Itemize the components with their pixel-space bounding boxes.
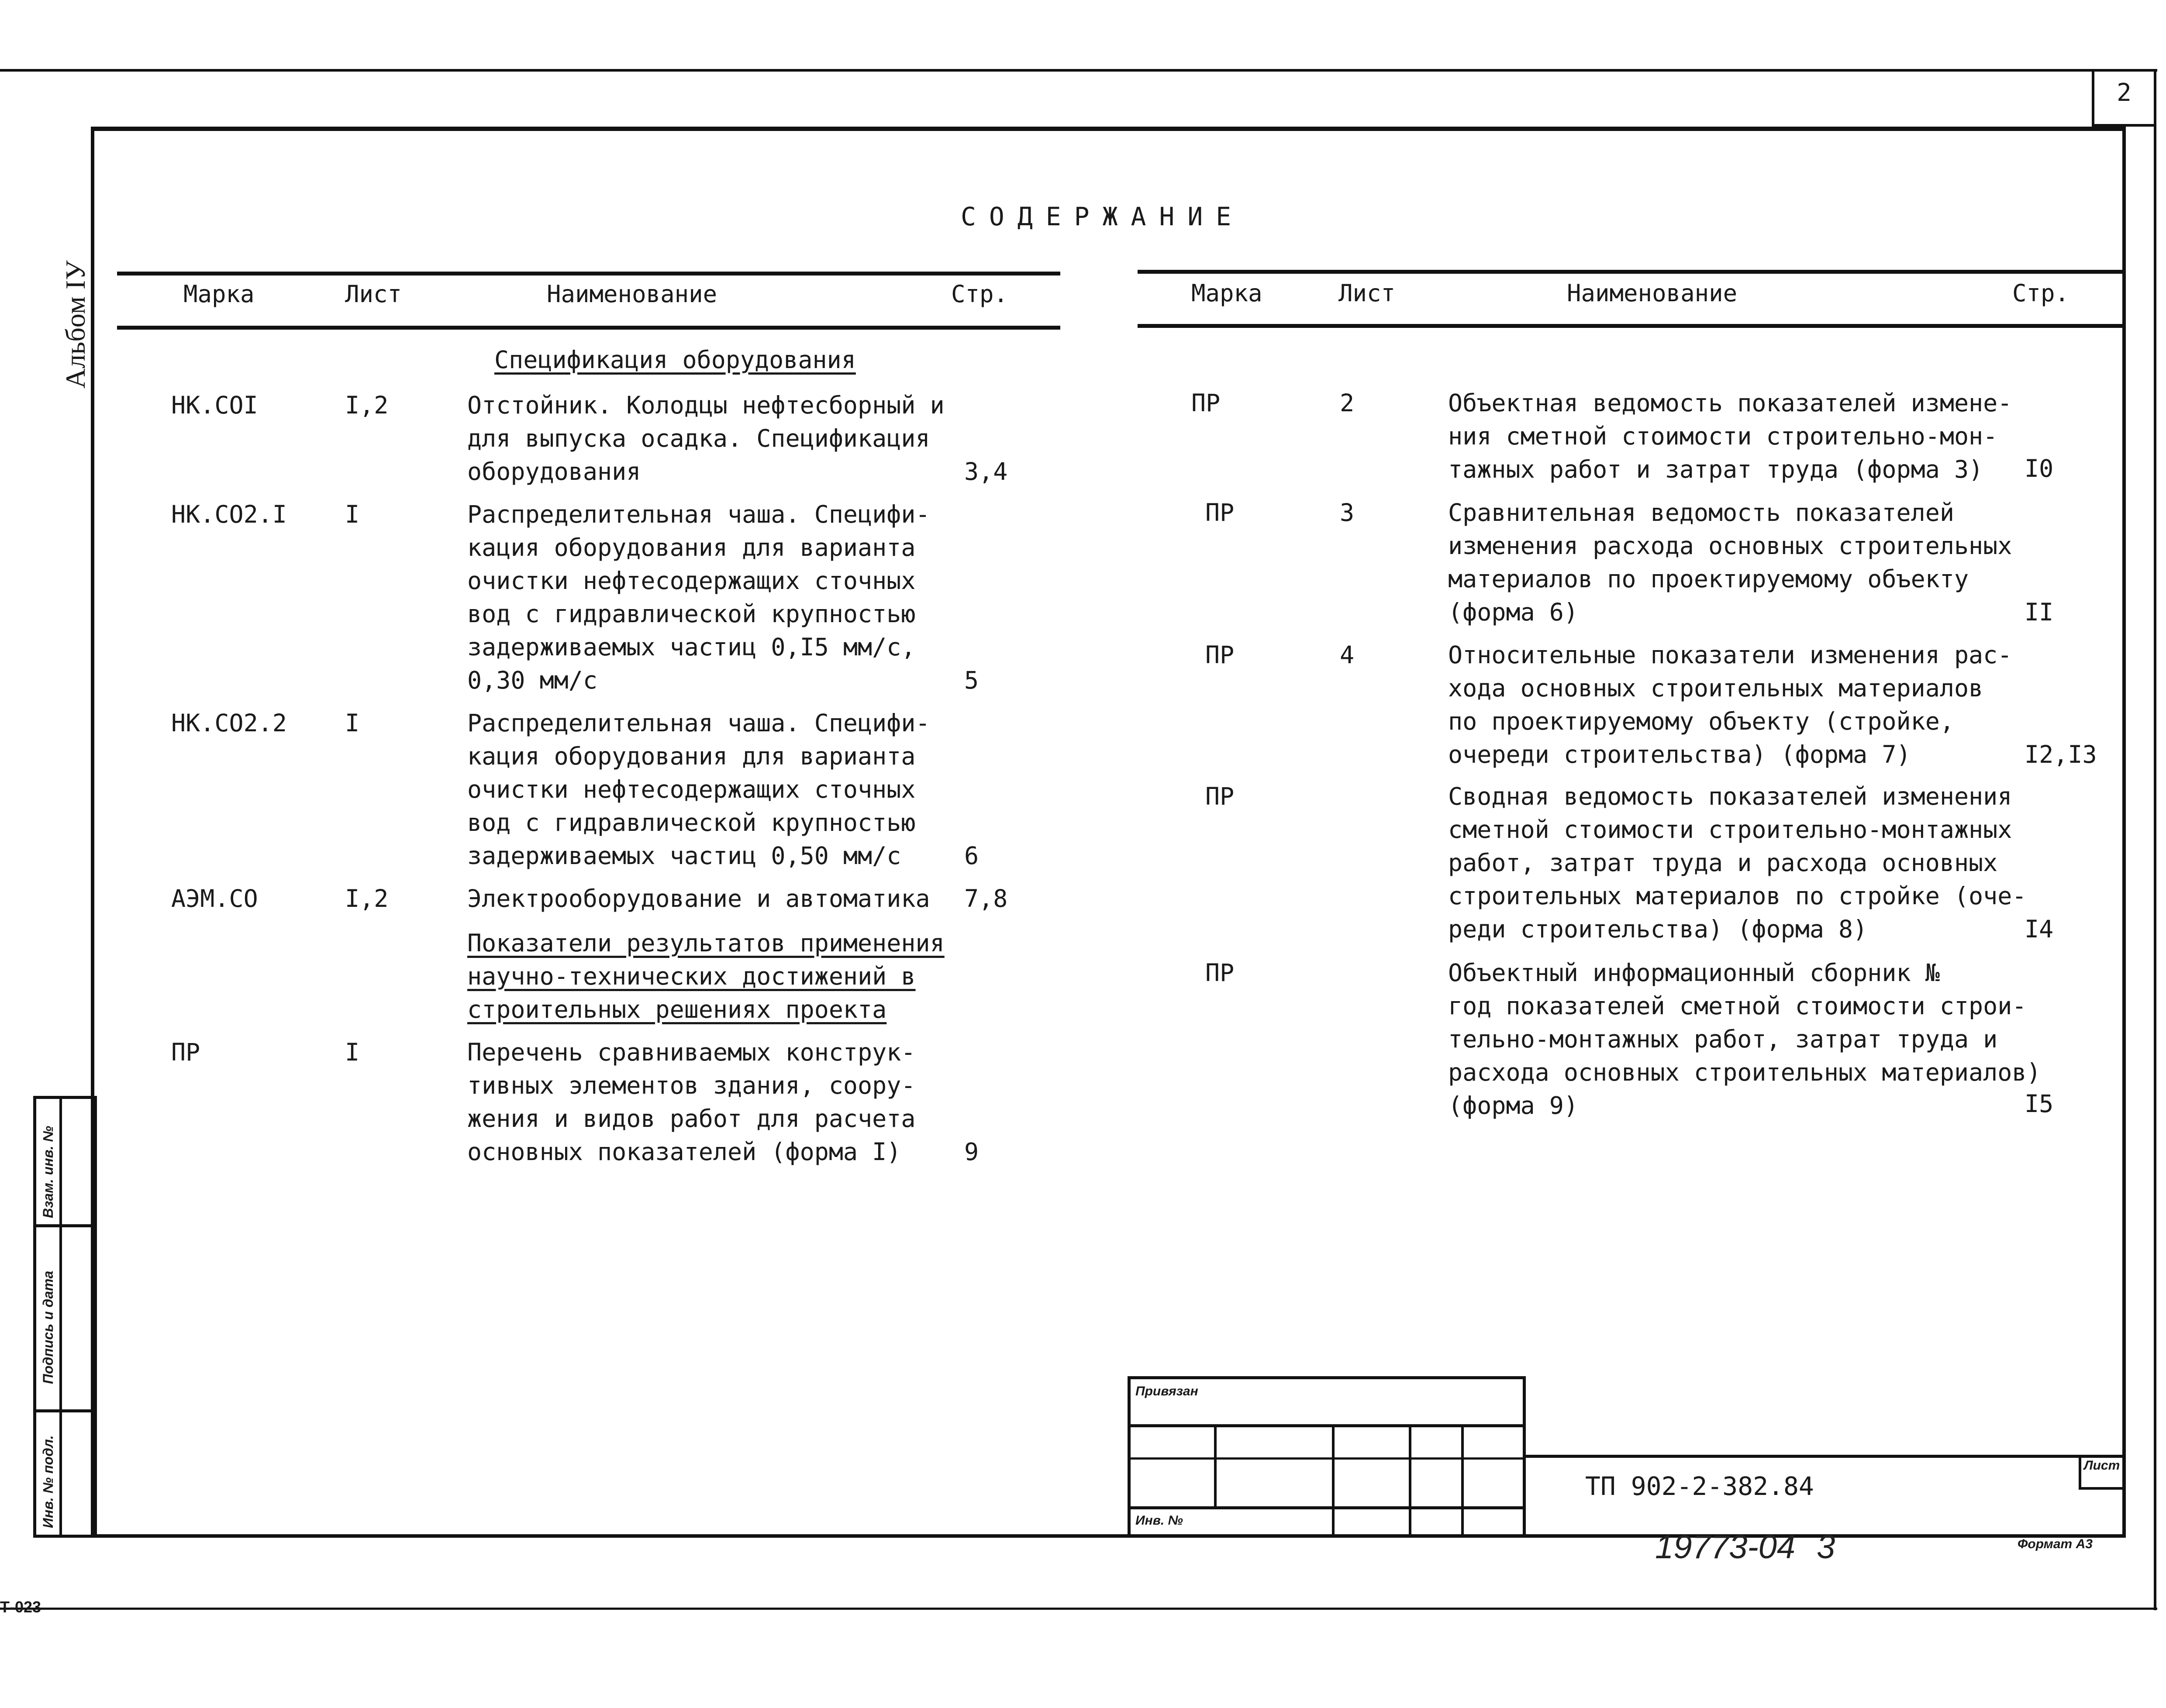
- left-header-sheet: Лист: [345, 280, 402, 308]
- name-line: ния сметной стоимости строительно-мон-: [1448, 422, 1998, 450]
- handwritten-number: 3: [1817, 1529, 1835, 1566]
- right-row-sheet: 3: [1340, 499, 1355, 527]
- name-line: задерживаемых частиц 0,I5 мм/с,: [467, 633, 916, 661]
- name-line: сметной стоимости строительно-монтажных: [1448, 816, 2012, 844]
- name-line: Относительные показатели изменения рас-: [1448, 641, 2012, 669]
- name-line: по проектируемому объекту (стройке,: [1448, 707, 1954, 735]
- left-row-page: 7,8: [964, 885, 1008, 913]
- right-row-page: II: [2025, 598, 2054, 626]
- page-title: СОДЕРЖАНИЕ: [961, 202, 1245, 231]
- stamp-col-line-3: [1409, 1424, 1411, 1538]
- left-row-mark: НК.СО2.I: [171, 500, 287, 528]
- left-row-sheet: I,2: [345, 885, 389, 913]
- left-row-mark: НК.СО2.2: [171, 709, 287, 737]
- name-line: год показателей сметной стоимости строи-: [1448, 992, 2027, 1020]
- name-line: Распределительная чаша. Специфи-: [467, 709, 930, 737]
- left-row-name: [467, 1036, 916, 1168]
- right-row-page: I0: [2025, 455, 2054, 482]
- format-label: Формат А3: [2018, 1537, 2093, 1551]
- name-line: Отстойник. Колодцы нефтесборный и: [467, 391, 945, 419]
- name-line: очистки нефтесодержащих сточных: [467, 775, 916, 803]
- left-row-mark: АЭМ.СО: [171, 885, 258, 913]
- section-line: строительных решениях проекта: [467, 995, 887, 1023]
- doc-code: ТП 902-2-382.84: [1585, 1471, 1814, 1501]
- name-line: 0,30 мм/с: [467, 666, 598, 694]
- name-line: задерживаемых частиц 0,50 мм/с: [467, 842, 901, 870]
- name-line: работ, затрат труда и расхода основных: [1448, 849, 1998, 877]
- attached-box: [1128, 1376, 1526, 1538]
- corner-code: Т-023: [0, 1598, 41, 1616]
- side-stamp-divider-h1: [33, 1224, 97, 1227]
- right-row-page: I5: [2025, 1090, 2054, 1118]
- left-row-name: [467, 882, 930, 915]
- left-row-name: [467, 389, 945, 488]
- section-line: научно-технических достижений в: [467, 962, 916, 990]
- name-line: материалов по проектируемому объекту: [1448, 565, 1969, 593]
- right-row-mark: ПР: [1205, 641, 1235, 669]
- right-row-page: I2,I3: [2025, 740, 2097, 768]
- top-border-line: [0, 69, 2157, 72]
- name-line: Объектная ведомость показателей измене-: [1448, 389, 2012, 417]
- name-line: (форма 6): [1448, 598, 1579, 626]
- handwritten-code: 19773-04: [1655, 1529, 1796, 1566]
- left-row-sheet: I: [345, 709, 360, 737]
- name-line: Сравнительная ведомость показателей: [1448, 499, 1954, 527]
- left-row-name: [467, 498, 930, 697]
- name-line: хода основных строительных материалов: [1448, 674, 1983, 702]
- left-row-page: 9: [964, 1138, 979, 1166]
- name-line: изменения расхода основных строительных: [1448, 532, 2012, 560]
- left-row-sheet: I: [345, 1038, 360, 1066]
- name-line: Перечень сравниваемых конструк-: [467, 1038, 916, 1066]
- name-line: тельно-монтажных работ, затрат труда и: [1448, 1025, 1998, 1053]
- right-header-top-rule: [1138, 270, 2122, 274]
- stamp-col-line-4: [1461, 1424, 1464, 1538]
- right-row-name: [1448, 496, 2012, 629]
- left-row-mark: НК.СОI: [171, 391, 258, 419]
- name-line: тажных работ и затрат труда (форма 3): [1448, 455, 1983, 483]
- left-header-mark: Марка: [183, 280, 255, 308]
- name-line: Объектный информационный сборник №: [1448, 959, 1940, 987]
- left-row-name: [467, 706, 930, 872]
- right-header-bottom-rule: [1138, 324, 2122, 328]
- right-row-mark: ПР: [1205, 959, 1235, 987]
- album-label: Альбом IУ: [60, 260, 91, 389]
- side-stamp-divider-h2: [33, 1409, 97, 1412]
- right-header-mark: Марка: [1191, 279, 1262, 307]
- left-header-top-rule: [117, 272, 1060, 275]
- left-header-bottom-rule: [117, 326, 1060, 330]
- name-line: (форма 9): [1448, 1092, 1579, 1119]
- name-line: очереди строительства) (форма 7): [1448, 740, 1911, 768]
- name-line: оборудования: [467, 458, 641, 486]
- left-header-page: Стр.: [951, 280, 1008, 308]
- stamp-row-line-2: [1128, 1457, 1526, 1460]
- name-line: расхода основных строительных материалов): [1448, 1058, 2041, 1086]
- right-row-sheet: 4: [1340, 641, 1355, 669]
- sheet-label: Лист: [2084, 1458, 2120, 1473]
- side-stamp-podpis: Подпись и дата: [40, 1271, 56, 1384]
- stamp-col-line-2: [1332, 1424, 1335, 1538]
- name-line: вод с гидравлической крупностью: [467, 600, 916, 628]
- right-row-sheet: 2: [1340, 389, 1355, 417]
- name-line: очистки нефтесодержащих сточных: [467, 567, 916, 595]
- left-row-sheet: I: [345, 500, 360, 528]
- right-header-sheet: Лист: [1338, 279, 1396, 307]
- name-line: реди строительства) (форма 8): [1448, 915, 1868, 943]
- left-row-mark: ПР: [171, 1038, 200, 1066]
- right-header-page: Стр.: [2012, 279, 2069, 307]
- name-line: жения и видов работ для расчета: [467, 1105, 916, 1133]
- name-line: кация оборудования для варианта: [467, 742, 916, 770]
- right-header-name: Наименование: [1567, 279, 1738, 307]
- left-section2-title: [467, 926, 945, 1026]
- name-line: кация оборудования для варианта: [467, 534, 916, 561]
- right-row-name: [1448, 780, 2027, 946]
- side-stamp-vzam: Взам. инв. №: [40, 1126, 56, 1218]
- attached-label: Привязан: [1135, 1384, 1198, 1398]
- stamp-row-line-1: [1128, 1424, 1526, 1427]
- right-row-mark: ПР: [1205, 499, 1235, 527]
- right-edge-line: [2154, 69, 2156, 1610]
- right-row-name: [1448, 638, 2012, 771]
- name-line: для выпуска осадка. Спецификация: [467, 424, 930, 452]
- name-line: строительных материалов по стройке (оче-: [1448, 882, 2027, 910]
- doc-code-top-line: [1526, 1455, 2126, 1458]
- right-row-page: I4: [2025, 915, 2054, 943]
- name-line: Распределительная чаша. Специфи-: [467, 500, 930, 528]
- name-line: вод с гидравлической крупностью: [467, 809, 916, 837]
- left-row-page: 5: [964, 666, 979, 694]
- name-line: тивных элементов здания, соору-: [467, 1071, 916, 1099]
- bottom-edge-line: [0, 1608, 2157, 1610]
- section-line: Показатели результатов применения: [467, 929, 945, 957]
- stamp-col-line-1: [1214, 1424, 1217, 1506]
- left-header-name: Наименование: [547, 280, 717, 308]
- right-row-name: [1448, 956, 2041, 1122]
- page-number: 2: [2117, 79, 2132, 107]
- side-stamp-inv-podl: Инв. № подл.: [40, 1435, 56, 1528]
- right-row-name: [1448, 386, 2012, 486]
- right-row-mark: ПР: [1191, 389, 1221, 417]
- left-row-sheet: I,2: [345, 391, 389, 419]
- left-row-page: 6: [964, 842, 979, 870]
- name-line: Электрооборудование и автоматика: [467, 885, 930, 913]
- inv-no-label: Инв. №: [1135, 1513, 1183, 1528]
- name-line: основных показателей (форма I): [467, 1138, 901, 1166]
- name-line: Сводная ведомость показателей изменения: [1448, 782, 2012, 810]
- left-section-title: Спецификация оборудования: [494, 346, 856, 374]
- right-row-mark: ПР: [1205, 782, 1235, 810]
- side-stamp-divider-v: [59, 1096, 62, 1538]
- stamp-row-line-3: [1128, 1506, 1526, 1509]
- left-row-page: 3,4: [964, 458, 1008, 486]
